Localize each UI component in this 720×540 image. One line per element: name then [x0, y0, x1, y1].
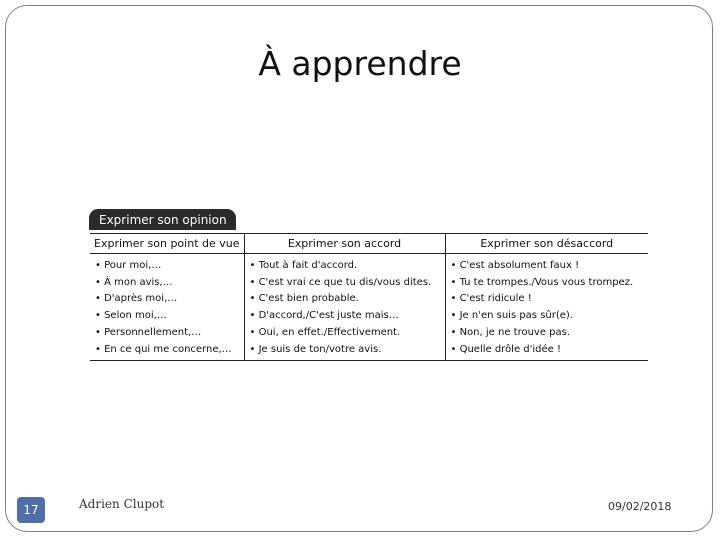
list-item: • Je n'en suis pas sûr(e). [451, 308, 646, 325]
table-row [90, 254, 648, 361]
scanned-table-image [88, 209, 650, 361]
list-item: • Non, je ne trouve pas. [451, 325, 646, 342]
list-item: • Tout à fait d'accord. [250, 258, 442, 275]
list-item: • Selon moi,… [95, 308, 241, 325]
table-tab-label: Exprimer son opinion [89, 209, 236, 230]
column-header: Exprimer son point de vue [90, 234, 244, 254]
column-desaccord [445, 254, 648, 361]
list-item: • Tu te trompes./Vous vous trompez. [451, 275, 646, 292]
list-item: • D'après moi,… [95, 291, 241, 308]
list-item: • À mon avis,… [95, 275, 241, 292]
list-item: • D'accord,/C'est juste mais… [250, 308, 442, 325]
page-number-badge: 17 [17, 497, 45, 523]
column-header: Exprimer son accord [244, 234, 445, 254]
list-item: • C'est bien probable. [250, 291, 442, 308]
list-item: • Je suis de ton/votre avis. [250, 342, 442, 359]
list-item: • C'est absolument faux ! [451, 258, 646, 275]
list-item: • C'est ridicule ! [451, 291, 646, 308]
footer-date: 09/02/2018 [608, 500, 672, 513]
column-accord [244, 254, 445, 361]
list-item: • Quelle drôle d'idée ! [451, 342, 646, 359]
footer-author: Adrien Clupot [79, 497, 165, 511]
list-item: • C'est vrai ce que tu dis/vous dites. [250, 275, 442, 292]
list-item: • En ce qui me concerne,… [95, 342, 241, 359]
list-item: • Oui, en effet./Effectivement. [250, 325, 442, 342]
list-item: • Pour moi,… [95, 258, 241, 275]
slide-title: À apprendre [258, 44, 462, 83]
opinion-table [90, 233, 648, 361]
list-item: • Personnellement,… [95, 325, 241, 342]
column-point-de-vue [90, 254, 244, 361]
column-header: Exprimer son désaccord [445, 234, 648, 254]
table-header-row [90, 234, 648, 254]
